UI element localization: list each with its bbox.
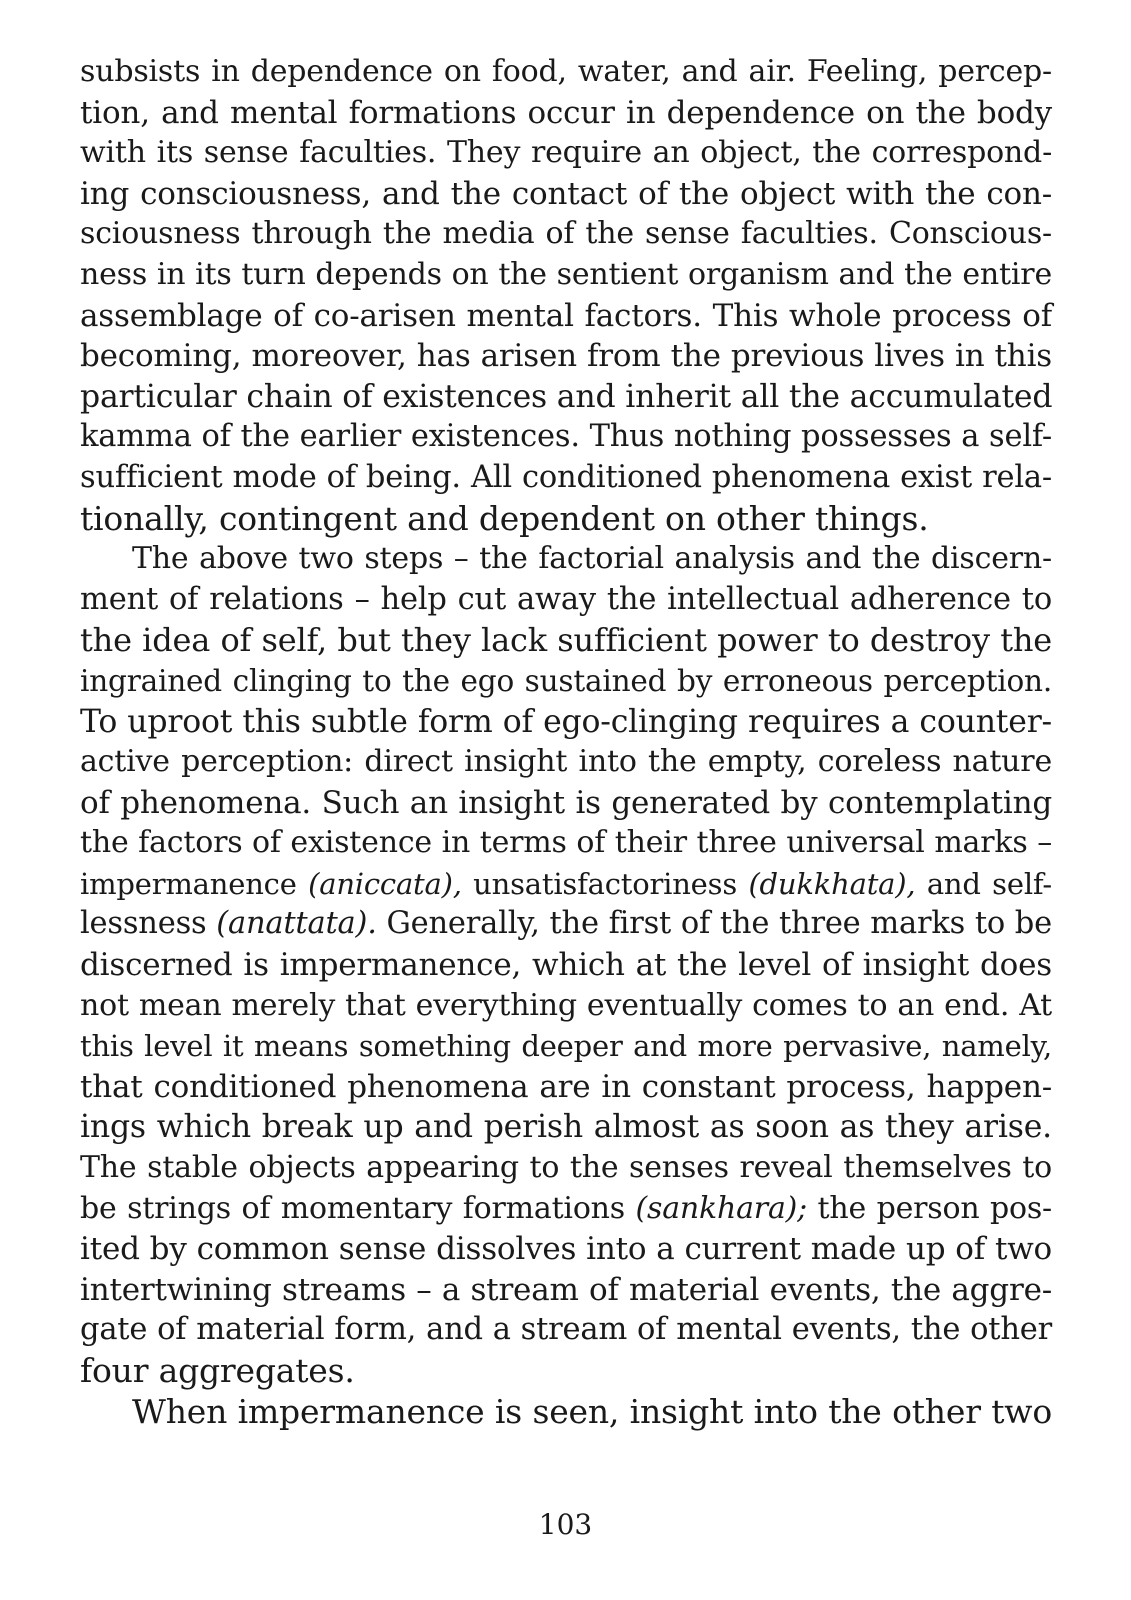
- text-line: ited by common sense dissolves into a current made up of two: [80, 1231, 1052, 1268]
- text-line: subsists in dependence on food, water, and air. Feeling, percep-: [80, 54, 1052, 89]
- text-line: the factors of existence in terms of their three universal marks –: [80, 825, 1052, 861]
- text-line: particular chain of existences and inherit all the accumulated: [80, 378, 1053, 415]
- text-run: be strings of momentary formations: [80, 1190, 636, 1226]
- text-line: the idea of self, but they lack sufficient power to destroy the: [80, 621, 1052, 660]
- text-line: sciousness through the media of the sense faculties. Conscious-: [80, 216, 1052, 252]
- text-line: not mean merely that everything eventually comes to an end. At: [80, 987, 1052, 1023]
- paragraph-3: [80, 1392, 1052, 1433]
- text-line: tionally, contingent and dependent on other things.: [80, 498, 929, 538]
- pali-term-anattata: (anattata).: [216, 906, 377, 942]
- text-line: ment of relations – help cut away the intellectual adherence to: [80, 581, 1052, 617]
- page-number: 103: [538, 1508, 593, 1541]
- page-body: [80, 52, 1052, 1432]
- text-line: ing consciousness, and the contact of the object with the con-: [80, 175, 1052, 212]
- text-line: gate of material form, and a stream of mental events, the other: [80, 1312, 1052, 1348]
- text-line: ings which break up and perish almost as soon as they arise.: [80, 1109, 1052, 1146]
- text-line: intertwining streams – a stream of material events, the aggre-: [80, 1271, 1052, 1308]
- text-line: that conditioned phenomena are in constant process, happen-: [80, 1068, 1052, 1105]
- paragraph-2: [80, 539, 1052, 1391]
- text-line: [80, 1189, 1052, 1230]
- text-line: ingrained clinging to the ego sustained by erroneous perception.: [80, 663, 1052, 698]
- text-run: Generally, the first of the three marks to be: [376, 906, 1052, 942]
- text-run: the person pos-: [807, 1190, 1052, 1226]
- pali-term-dukkhata: (dukkhata),: [748, 866, 916, 901]
- text-line: sufficient mode of being. All conditioned phenomena exist rela-: [80, 459, 1052, 495]
- text-line: assemblage of co-arisen mental factors. This whole process of: [80, 297, 1052, 334]
- text-run: impermanence: [80, 866, 309, 901]
- text-run: unsatisfactoriness: [461, 866, 749, 901]
- text-line: [80, 864, 1052, 905]
- text-line: this level it means something deeper and more pervasive, namely,: [80, 1029, 1052, 1064]
- text-line: becoming, moreover, has arisen from the previous lives in this: [80, 338, 1052, 375]
- text-line: active perception: direct insight into the empty, coreless nature: [80, 744, 1052, 780]
- paragraph-1: [80, 52, 1052, 539]
- pali-term-sankhara: (sankhara);: [635, 1190, 808, 1226]
- text-line: with its sense faculties. They require an object, the correspond-: [80, 135, 1052, 171]
- text-line: The stable objects appearing to the senses reveal themselves to: [80, 1150, 1052, 1186]
- text-line: [80, 904, 1052, 945]
- text-line: tion, and mental formations occur in dependence on the body: [80, 94, 1052, 131]
- text-line: ness in its turn depends on the sentient organism and the entire: [80, 256, 1052, 292]
- text-line: When impermanence is seen, insight into the other two: [132, 1391, 1052, 1431]
- text-line: four aggregates.: [80, 1351, 355, 1390]
- text-line: of phenomena. Such an insight is generated by contemplating: [80, 784, 1052, 821]
- pali-term-aniccata: (aniccata),: [308, 866, 462, 901]
- text-line: kamma of the earlier existences. Thus nothing possesses a self-: [80, 419, 1052, 455]
- text-run: and self-: [915, 866, 1052, 901]
- text-line: The above two steps – the factorial analysis and the discern-: [132, 541, 1052, 577]
- text-line: To uproot this subtle form of ego-clinging requires a counter-: [80, 703, 1052, 740]
- text-run: lessness: [80, 906, 217, 942]
- text-line: discerned is impermanence, which at the level of insight does: [80, 947, 1052, 984]
